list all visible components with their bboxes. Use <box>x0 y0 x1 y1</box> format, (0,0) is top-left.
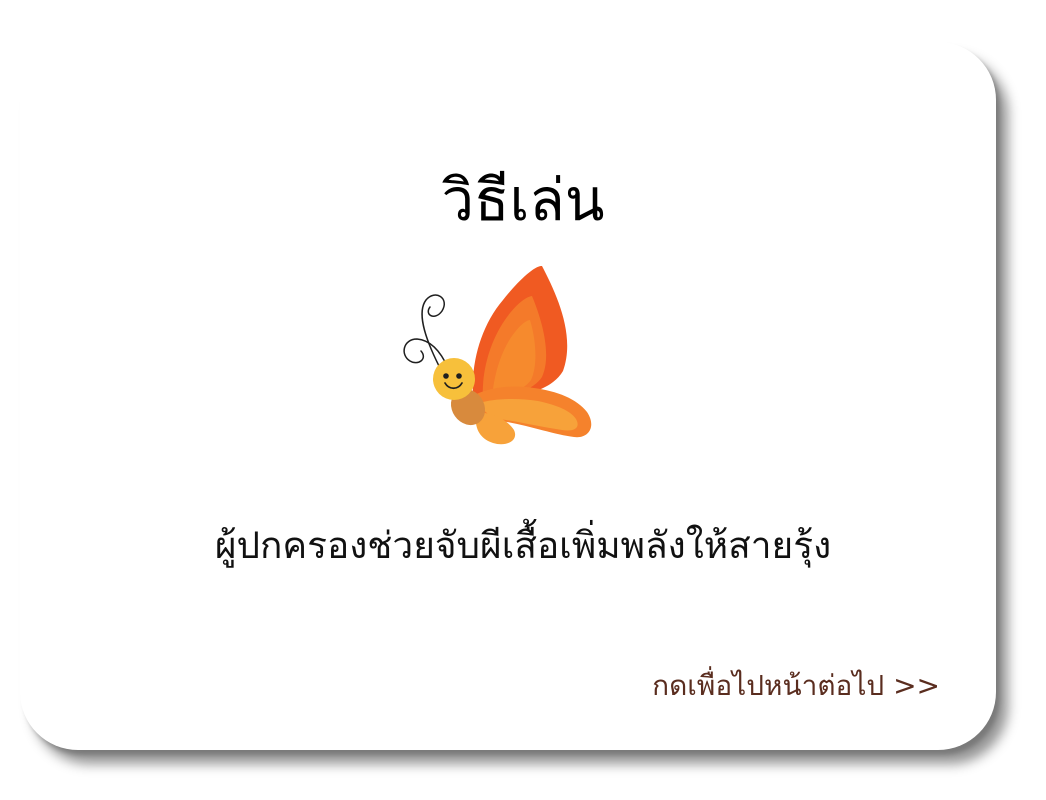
instruction-text: ผู้ปกครองช่วยจับผีเสื้อเพิ่มพลังให้สายรุ้ง <box>214 524 832 567</box>
butterfly-icon <box>392 262 602 452</box>
next-page-link[interactable]: กดเพื่อไปหน้าต่อไป >> <box>652 669 940 702</box>
page-title: วิธีเล่น <box>441 166 605 234</box>
